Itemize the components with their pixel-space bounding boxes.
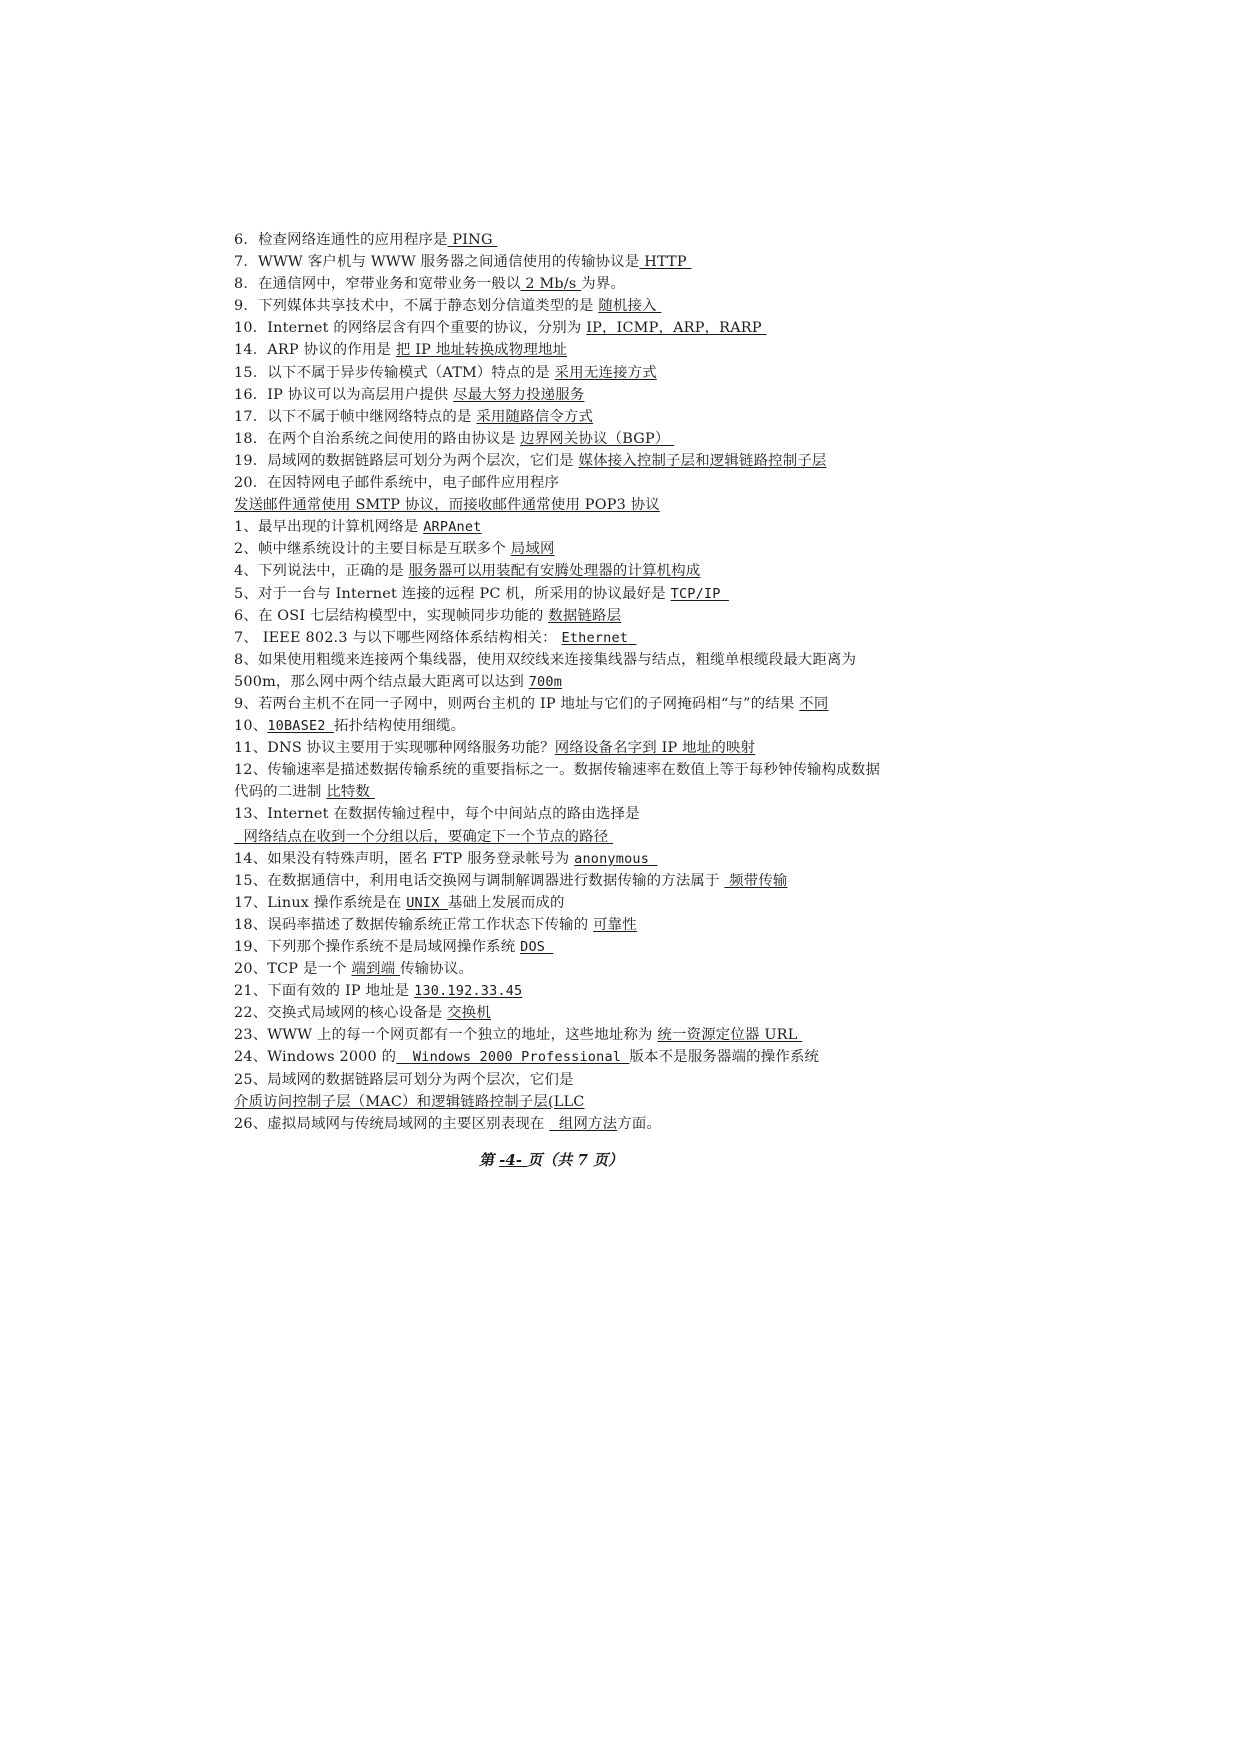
question-line — [234, 848, 886, 870]
footer-prefix: 第 — [478, 1151, 500, 1169]
answer-text: DOS — [520, 939, 554, 955]
answer-text: 130.192.33.45 — [414, 983, 523, 1000]
question-text: 7、 IEEE 802.3 与以下哪些网络体系结构相关： — [234, 629, 562, 646]
question-suffix: 基础上发展而成的 — [447, 894, 565, 911]
answer-text: 比特数 — [326, 784, 375, 801]
question-line — [234, 914, 886, 936]
question-line — [234, 295, 886, 317]
footer-suffix: 页（共 7 页） — [527, 1151, 624, 1169]
question-line — [234, 472, 886, 516]
question-text: 26、虚拟局域网与传统局域网的主要区别表现在 — [234, 1115, 550, 1132]
question-text: 25、局域网的数据链路层可划分为两个层次，它们是 — [234, 1071, 574, 1088]
question-line — [234, 538, 886, 560]
question-text: 19、下列那个操作系统不是局域网操作系统 — [234, 939, 521, 955]
answer-text: TCP/IP — [670, 585, 729, 602]
question-text: 15．以下不属于异步传输模式（ATM）特点的是 — [234, 364, 555, 381]
question-suffix: 版本不是服务器端的操作系统 — [629, 1049, 820, 1066]
question-suffix: 拓扑结构使用细缆。 — [333, 718, 466, 735]
question-line — [234, 251, 886, 273]
question-text: 20．在因特网电子邮件系统中，电子邮件应用程序 — [234, 475, 560, 492]
question-text: 23、WWW 上的每一个网页都有一个独立的地址，这些地址称为 — [234, 1027, 658, 1044]
answer-text: PING — [447, 232, 498, 248]
question-text: 9、若两台主机不在同一子网中，则两台主机的 IP 地址与它们的子网掩码相“与”的结果 — [234, 695, 800, 712]
footer-page-number: -4- — [499, 1151, 528, 1169]
question-line — [234, 1002, 886, 1024]
answer-text: UNIX — [406, 894, 448, 911]
question-text: 10．Internet 的网络层含有四个重要的协议，分别为 — [234, 320, 587, 337]
question-line — [234, 759, 886, 803]
question-line — [234, 870, 886, 892]
question-text: 11、DNS 协议主要用于实现哪种网络服务功能？ — [234, 740, 555, 757]
question-text: 8．在通信网中，窄带业务和宽带业务一般以 — [234, 276, 521, 293]
question-text: 20、TCP 是一个 — [234, 961, 352, 978]
answer-text: 10BASE2 — [267, 718, 334, 735]
question-text: 1、最早出现的计算机网络是 — [234, 519, 424, 536]
question-line — [234, 450, 886, 472]
answer-text: 700m — [528, 673, 563, 690]
answer-text: 媒体接入控制子层和逻辑链路控制子层 — [578, 452, 827, 469]
answer-text: 可靠性 — [593, 916, 637, 933]
answer-text: 边界网关协议（BGP） — [520, 430, 675, 447]
answer-text: Windows 2000 Professional — [396, 1049, 630, 1066]
question-suffix: 传输协议。 — [400, 961, 474, 978]
question-line — [234, 980, 886, 1002]
question-text: 18、误码率描述了数据传输系统正常工作状态下传输的 — [234, 916, 594, 933]
answer-text: 随机接入 — [598, 298, 662, 315]
question-line — [234, 428, 886, 450]
page-footer — [0, 1149, 1102, 1170]
question-text: 21、下面有效的 IP 地址是 — [234, 983, 415, 1000]
answer-text: 局域网 — [510, 541, 555, 558]
question-line — [234, 649, 886, 693]
question-line — [234, 339, 886, 361]
answer-text: 数据链路层 — [548, 607, 622, 624]
question-text: 14、如果没有特殊声明，匿名 FTP 服务登录帐号为 — [234, 850, 575, 867]
answer-text: HTTP — [639, 254, 692, 271]
question-line — [234, 317, 886, 339]
question-text: 7．WWW 客户机与 WWW 服务器之间通信使用的传输协议是 — [234, 254, 640, 271]
question-line — [234, 1069, 886, 1113]
question-text: 10、 — [234, 718, 268, 735]
question-suffix: 方面。 — [617, 1115, 662, 1132]
question-text: 15、在数据通信中，利用电话交换网与调制解调器进行数据传输的方法属于 — [234, 872, 725, 889]
answer-text: 频带传输 — [724, 872, 788, 889]
question-line — [234, 273, 886, 295]
answer-text: 网络结点在收到一个分组以后，要确定下一个节点的路径 — [234, 828, 614, 845]
question-list — [234, 229, 886, 1135]
answer-text: 把 IP 地址转换成物理地址 — [395, 342, 568, 359]
answer-text: 交换机 — [447, 1005, 491, 1022]
question-text: 6．检查网络连通性的应用程序是 — [234, 232, 448, 248]
question-line — [234, 384, 886, 406]
question-line — [234, 406, 886, 428]
question-line — [234, 803, 886, 847]
question-line — [234, 362, 886, 384]
question-text: 24、Windows 2000 的 — [234, 1049, 397, 1066]
question-line — [234, 1046, 886, 1068]
answer-text: 统一资源定位器 URL — [657, 1027, 803, 1044]
answer-text: ARPAnet — [423, 519, 482, 536]
question-line — [234, 560, 886, 582]
question-line — [234, 715, 886, 737]
answer-text: 发送邮件通常使用 SMTP 协议，而接收邮件通常使用 POP3 协议 — [234, 497, 660, 514]
question-text: 19．局域网的数据链路层可划分为两个层次，它们是 — [234, 452, 579, 469]
answer-text: IP，ICMP，ARP，RARP — [586, 320, 767, 337]
answer-text: Ethernet — [561, 629, 637, 646]
question-line — [234, 737, 886, 759]
question-line — [234, 605, 886, 627]
question-text: 8、如果使用粗缆来连接两个集线器，使用双绞线来连接集线器与结点，粗缆单根缆段最大距离为 500m，那么网中两个结点最大距离可以达到 — [234, 651, 857, 690]
answer-text: 采用随路信令方式 — [476, 408, 594, 425]
question-text: 2、帧中继系统设计的主要目标是互联多个 — [234, 541, 511, 558]
answer-text: 组网方法 — [549, 1115, 618, 1132]
answer-text: 采用无连接方式 — [554, 364, 657, 381]
question-text: 4、下列说法中，正确的是 — [234, 563, 409, 580]
question-line — [234, 693, 886, 715]
answer-text: 端到端 — [351, 961, 401, 978]
answer-text: 服务器可以用装配有安腾处理器的计算机构成 — [408, 563, 701, 580]
question-text: 17、Linux 操作系统是在 — [234, 894, 407, 911]
answer-text: 网络设备名字到 IP 地址的映射 — [554, 740, 756, 757]
answer-text: 不同 — [799, 695, 829, 712]
question-text: 5、对于一台与 Internet 连接的远程 PC 机，所采用的协议最好是 — [234, 585, 671, 602]
answer-text: 尽最大努力投递服务 — [453, 386, 585, 403]
question-line — [234, 892, 886, 914]
question-text: 9．下列媒体共享技术中，不属于静态划分信道类型的是 — [234, 298, 599, 315]
question-line — [234, 1024, 886, 1046]
question-text: 18．在两个自治系统之间使用的路由协议是 — [234, 430, 521, 447]
question-text: 22、交换式局域网的核心设备是 — [234, 1005, 448, 1022]
question-line — [234, 583, 886, 605]
question-line — [234, 936, 886, 958]
question-line — [234, 958, 886, 980]
question-text: 14．ARP 协议的作用是 — [234, 342, 396, 359]
question-line — [234, 516, 886, 538]
question-text: 6、在 OSI 七层结构模型中，实现帧同步功能的 — [234, 607, 549, 624]
question-line — [234, 627, 886, 649]
answer-text: 2 Mb/s — [520, 276, 582, 293]
question-text: 13、Internet 在数据传输过程中，每个中间站点的路由选择是 — [234, 806, 640, 823]
question-text: 17．以下不属于帧中继网络特点的是 — [234, 408, 477, 425]
question-suffix: 为界。 — [581, 276, 626, 293]
question-line — [234, 1113, 886, 1135]
answer-text: 介质访问控制子层（MAC）和逻辑链路控制子层(LLC — [234, 1093, 585, 1110]
question-text: 16．IP 协议可以为高层用户提供 — [234, 386, 454, 403]
question-line — [234, 229, 886, 251]
answer-text: anonymous — [574, 850, 658, 867]
question-text: 12、传输速率是描述数据传输系统的重要指标之一。数据传输速率在数值上等于每秒钟传输构成数据代码的二进制 — [234, 762, 881, 801]
